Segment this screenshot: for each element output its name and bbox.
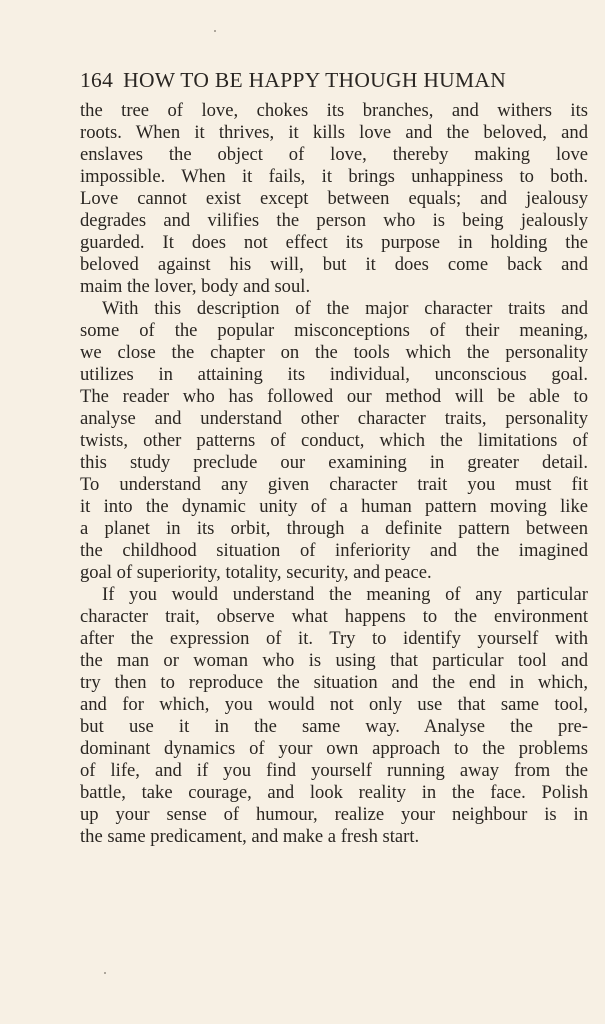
- paper-speck: [214, 30, 216, 32]
- text-line: impossible. When it fails, it brings unhappiness to both.: [80, 166, 588, 187]
- text-line: up your sense of humour, realize your neighbour is in: [80, 804, 588, 825]
- text-line: the man or woman who is using that particular tool and: [80, 650, 588, 671]
- text-line: goal of superiority, totality, security, and peace.: [80, 562, 432, 583]
- text-line: the childhood situation of inferiority and the imagined: [80, 540, 588, 561]
- running-title: HOW TO BE HAPPY THOUGH HUMAN: [123, 68, 507, 92]
- text-line: and for which, you would not only use that same tool,: [80, 694, 588, 715]
- page-number: 164: [80, 68, 114, 92]
- text-line: beloved against his will, but it does come back and: [80, 254, 588, 275]
- text-line: after the expression of it. Try to identify yourself with: [80, 628, 588, 649]
- text-line: character trait, observe what happens to the environment: [80, 606, 588, 627]
- text-line: try then to reproduce the situation and the end in which,: [80, 672, 588, 693]
- text-line: a planet in its orbit, through a definite pattern between: [80, 518, 588, 539]
- text-line: To understand any given character trait you must fit: [80, 474, 588, 495]
- text-line: dominant dynamics of your own approach to the problems: [80, 738, 588, 759]
- text-line: it into the dynamic unity of a human pattern moving like: [80, 496, 588, 517]
- text-line: Love cannot exist except between equals; and jealousy: [80, 188, 588, 209]
- text-line: of life, and if you find yourself running away from the: [80, 760, 588, 781]
- text-line: the same predicament, and make a fresh start.: [80, 826, 420, 847]
- text-line: guarded. It does not effect its purpose in holding the: [80, 232, 588, 253]
- body-text: [80, 100, 588, 848]
- paper-speck: [104, 972, 106, 974]
- text-line: but use it in the same way. Analyse the pre-: [80, 716, 588, 737]
- text-line: analyse and understand other character traits, personality: [80, 408, 588, 429]
- text-line: utilizes in attaining its individual, unconscious goal.: [80, 364, 588, 385]
- text-line: battle, take courage, and look reality in the face. Polish: [80, 782, 588, 803]
- text-line: degrades and vilifies the person who is being jealously: [80, 210, 588, 231]
- text-line: this study preclude our examining in greater detail.: [80, 452, 588, 473]
- text-line: we close the chapter on the tools which the personality: [80, 342, 588, 363]
- text-line: maim the lover, body and soul.: [80, 276, 311, 297]
- running-head: [80, 66, 588, 94]
- text-line: roots. When it thrives, it kills love and the beloved, and: [80, 122, 588, 143]
- text-line: If you would understand the meaning of any particular: [102, 584, 588, 605]
- text-line: With this description of the major character traits and: [102, 298, 588, 319]
- text-line: enslaves the object of love, thereby making love: [80, 144, 588, 165]
- text-line: the tree of love, chokes its branches, and withers its: [80, 100, 588, 121]
- text-line: The reader who has followed our method will be able to: [80, 386, 588, 407]
- text-line: some of the popular misconceptions of their meaning,: [80, 320, 588, 341]
- text-line: twists, other patterns of conduct, which the limitations of: [80, 430, 588, 451]
